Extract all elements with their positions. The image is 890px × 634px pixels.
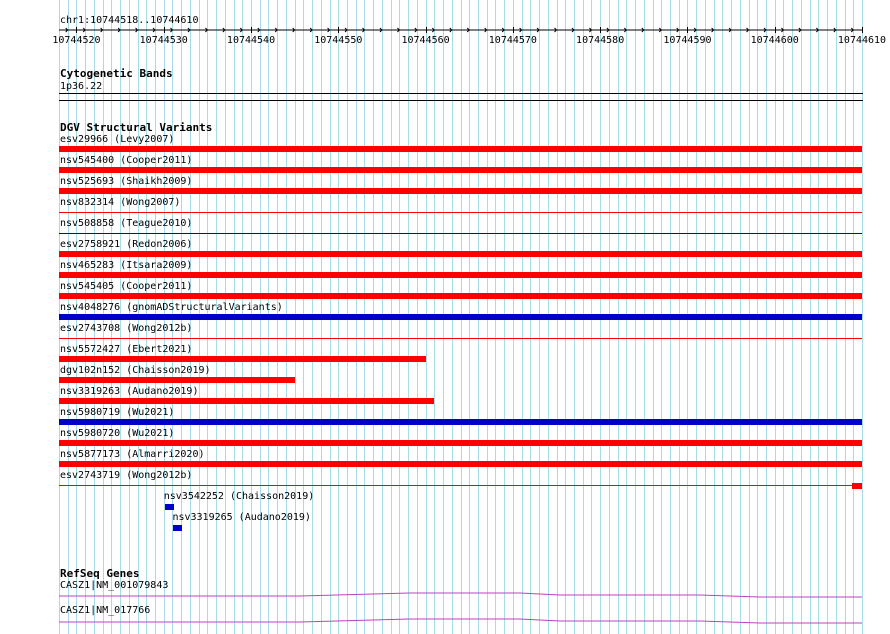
variant-bar[interactable] — [59, 167, 862, 173]
variant-bar[interactable] — [59, 377, 295, 383]
ruler-tick-label: 10744570 — [488, 35, 537, 46]
cytoband-track-title[interactable]: Cytogenetic Bands — [60, 67, 173, 80]
variant-label[interactable]: nsv3542252 (Chaisson2019) — [163, 491, 315, 502]
variant-label[interactable]: esv29966 (Levy2007) — [60, 134, 175, 145]
ruler-tick-mark — [687, 27, 688, 33]
variant-label[interactable]: nsv5877173 (Almarri2020) — [60, 449, 205, 460]
variant-bar[interactable] — [173, 525, 182, 531]
variant-label[interactable]: nsv5980719 (Wu2021) — [60, 407, 175, 418]
variant-label[interactable]: esv2743719 (Wong2012b) — [60, 470, 193, 481]
variant-label[interactable]: nsv4048276 (gnomADStructuralVariants) — [60, 302, 283, 313]
variant-bar[interactable] — [59, 461, 862, 467]
variant-bar[interactable] — [59, 233, 862, 234]
gene-label[interactable]: CASZ1|NM_017766 — [60, 605, 151, 616]
variant-bar[interactable] — [59, 314, 862, 320]
variant-bar[interactable] — [59, 188, 862, 194]
ruler-tick-mark — [600, 27, 601, 33]
ruler-tick-mark — [338, 27, 339, 33]
variant-label[interactable]: esv2758921 (Redon2006) — [60, 239, 193, 250]
gene-model-casz1-nm001079843[interactable] — [0, 590, 890, 600]
gene-label[interactable]: CASZ1|NM_001079843 — [60, 580, 169, 591]
variant-label[interactable]: nsv832314 (Wong2007) — [60, 197, 181, 208]
gene-model-casz1-nm017766[interactable] — [0, 616, 890, 626]
ruler-tick-mark — [775, 27, 776, 33]
cytoband-label: 1p36.22 — [60, 81, 103, 92]
cytoband-bar[interactable] — [59, 93, 863, 94]
ruler-tick-mark — [76, 27, 77, 33]
variant-label[interactable]: nsv3319263 (Audano2019) — [60, 386, 199, 397]
variant-label[interactable]: dgv102n152 (Chaisson2019) — [60, 365, 211, 376]
variant-bar[interactable] — [59, 398, 434, 404]
variant-label[interactable]: esv2743708 (Wong2012b) — [60, 323, 193, 334]
variant-label[interactable]: nsv525693 (Shaikh2009) — [60, 176, 193, 187]
variant-bar[interactable] — [59, 293, 862, 299]
variant-bar[interactable] — [165, 504, 174, 510]
variant-bar[interactable] — [59, 146, 862, 152]
variant-bar[interactable] — [59, 419, 862, 425]
ruler-tick-label: 10744610 — [837, 35, 887, 46]
position-label: chr1:10744518..10744610 — [60, 15, 199, 26]
ruler-tick-mark — [164, 27, 165, 33]
ruler-tick-label: 10744580 — [576, 35, 625, 46]
variant-label[interactable]: nsv545405 (Cooper2011) — [60, 281, 193, 292]
variant-bar[interactable] — [59, 338, 862, 339]
ruler-tick-label: 10744520 — [52, 35, 101, 46]
variant-bar[interactable] — [59, 485, 862, 486]
variant-bar[interactable] — [59, 272, 862, 278]
ruler-tick-label: 10744550 — [314, 35, 363, 46]
variant-bar[interactable] — [59, 251, 862, 257]
variant-label[interactable]: nsv508858 (Teague2010) — [60, 218, 193, 229]
variant-label[interactable]: nsv5572427 (Ebert2021) — [60, 344, 193, 355]
ruler-tick-label: 10744590 — [663, 35, 712, 46]
variant-label[interactable]: nsv545400 (Cooper2011) — [60, 155, 193, 166]
variant-bar-end-block[interactable] — [852, 483, 862, 489]
variant-label[interactable]: nsv465283 (Itsara2009) — [60, 260, 193, 271]
variant-bar[interactable] — [59, 356, 426, 362]
variant-label[interactable]: nsv3319265 (Audano2019) — [172, 512, 311, 523]
refseq-track-title[interactable]: RefSeq Genes — [60, 567, 140, 580]
variant-bar[interactable] — [59, 440, 862, 446]
variant-label[interactable]: nsv5980720 (Wu2021) — [60, 428, 175, 439]
track-divider — [59, 100, 863, 101]
ruler-tick-mark — [251, 27, 252, 33]
variant-bar[interactable] — [59, 212, 862, 213]
ruler-tick-mark — [426, 27, 427, 33]
ruler-tick-label: 10744600 — [750, 35, 799, 46]
dgv-track-title[interactable]: DGV Structural Variants — [60, 121, 213, 134]
ruler-tick-label: 10744560 — [401, 35, 450, 46]
ruler-tick-mark — [513, 27, 514, 33]
ruler-tick-mark — [862, 27, 863, 33]
ruler-tick-label: 10744530 — [139, 35, 188, 46]
ruler-tick-label: 10744540 — [226, 35, 276, 46]
